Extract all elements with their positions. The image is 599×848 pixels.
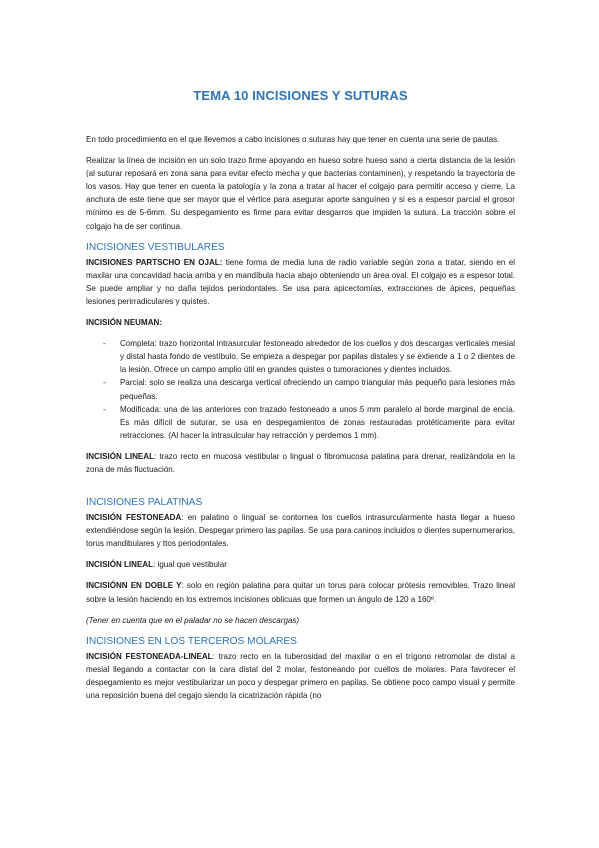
list-item (86, 376, 515, 402)
neuman-label: INCISIÓN NEUMAN: (86, 318, 162, 328)
spacer (86, 484, 515, 496)
lineal-text: : trazo recto en mucosa vestibular o lingual o fibromucosa palatina para drenar, realizándola en la zona de más fluctuación. (86, 451, 515, 474)
document-page (86, 88, 515, 710)
doble-y-text: : solo en región palatina para quitar un torus para colocar prótesis removibles. Trazo lineal sobre la lesión haciendo en los extremos incisiones oblicuas que formen un ángulo de 120 a 160º. (86, 581, 515, 604)
list-item-text: : trazo horizontal intrasurcular festoneado alrededor de los cuellos y dos descargas verticales mesial y distal hasta fondo de vestíbulo. Se empieza a despegar por papilas distales y se extiende a 1 o 2 dientes de la lesión. Ofrece un campo amplio útil en grandes quistes o tumoraciones y dientes incluidos. (120, 339, 515, 375)
lineal-paragraph (86, 450, 515, 476)
partsch-paragraph (86, 256, 515, 308)
section-heading-vestibulares: INCISIONES VESTIBULARES (86, 241, 225, 253)
doble-y-label: INCISIÓNN EN DOBLE Y (86, 581, 182, 591)
palatina-lineal-label: INCISIÓN LINEAL (86, 560, 154, 570)
note-text: (Tener en cuenta que en el paladar no se hacen descargas) (86, 615, 300, 625)
list-item-label: Parcial (120, 378, 145, 388)
festoneada-label: INCISIÓN FESTONEADA (86, 513, 182, 523)
terceros-label: INCISIÓN FESTONEADA-LINEAL (86, 651, 213, 661)
palatina-lineal-text: : igual que vestibular (153, 560, 227, 570)
palatina-lineal-paragraph (86, 558, 515, 571)
intro-paragraph: En todo procedimiento en el que llevemos a cabo incisiones o suturas hay que tener en cuenta una serie de pautas. (86, 135, 500, 144)
festoneada-text: : en palatino o lingual se contornea los cuellos intrasurcularmente hasta llegar a hueso extendiéndose según la lesión. Despegar primero las papilas. Se usa para caninos incluidos o dientes supernumerarios, torus mandibulares y ttos periodontales. (86, 513, 515, 549)
neuman-heading (86, 316, 515, 329)
section-heading-terceros-molares: INCISIONES EN LOS TERCEROS MOLARES (86, 635, 297, 647)
terceros-text: : trazo recto en la tuberosidad del maxilar o en el trígono retromolar de distal a mesial llegando a contactar con la cara distal del 2 molar, festoneando por cuellos de molares. Para favorecer el despegamiento es mejor vestibularizar un poco y despegar primero en papilas. Se obtiene poco campo visual y permite una reposición buena del cegajo siendo la cicatrización rápida (no (86, 651, 516, 700)
list-item (86, 337, 515, 376)
list-dash: - (103, 378, 106, 388)
doble-y-paragraph (86, 579, 515, 605)
list-item-text: : solo se realiza una descarga vertical ofreciendo un campo triangular más pequeño para lesiones más pequeñas. (120, 378, 515, 401)
palatina-note (86, 614, 515, 627)
list-item (86, 403, 515, 442)
lineal-label: INCISIÓN LINEAL (86, 451, 154, 461)
list-dash: - (103, 404, 106, 414)
list-item-label: Completa (120, 339, 155, 349)
neuman-list (86, 337, 515, 442)
guidelines-paragraph: Realizar la línea de incisión en un solo trazo firme apoyando en hueso sobre hueso sano a cierta distancia de la lesión (al suturar reposará en zona sana para evitar efecto mecha y que bacterias contaminen), y respetando la trayectoria de los vasos. Hay que tener en cuenta la patología y la zona a tratar al hacer el colgajo para permitir acceso y cierre. La anchura de este tiene que ser mayor que el vértice para asegurar aporte sanguíneo y si es a espesor parcial el grosor mínimo es de 5-6mm. Su despegamiento es firme para evitar desgarros que impiden la sutura. La tracción sobre el colgajo ha de ser continua. (86, 156, 515, 231)
festoneada-paragraph (86, 511, 515, 550)
list-item-text: : una de las anteriores con trazado festoneado a unos 5 mm paralelo al borde marginal de encía. Es más difícil de suturar, se usa en despegamientos de zonas restauradas protéticamente para evitar retracciones. (Al hacer la intrasulcular hay retracción y perdemos 1 mm). (120, 404, 515, 440)
terceros-molares-paragraph (86, 650, 515, 702)
page-title: TEMA 10 INCISIONES Y SUTURAS (193, 88, 408, 103)
section-heading-palatinas: INCISIONES PALATINAS (86, 497, 203, 509)
list-item-label: Modificada (120, 404, 159, 414)
list-dash: - (103, 339, 106, 349)
partsch-text: tiene forma de media luna de radio variable según zona a tratar, siendo en el maxilar una concavidad hacia arriba y en mandíbula hacia abajo obteniendo un área oval. El colgajo es a espesor total. Se puede ampliar y no daña tejidos periodontales. Se usa para apicectomías, extracciones de ápices, pequeñas lesiones perirradiculares y quistes. (86, 257, 515, 306)
partsch-label: INCISIONES PARTSCHO EN OJAL: (86, 257, 223, 267)
